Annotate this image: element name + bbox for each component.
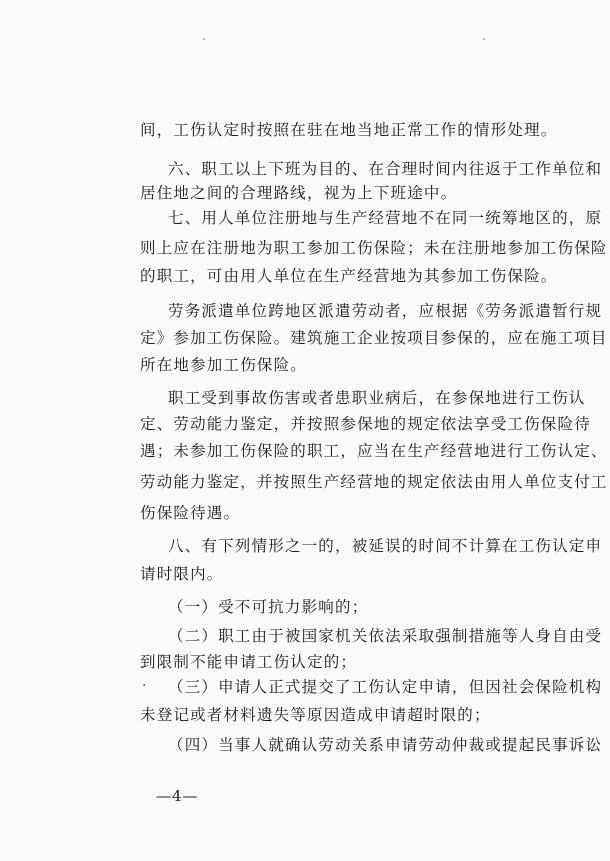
stray-dot: · xyxy=(142,678,147,694)
text-line: 八、有下列情形之一的，被延误的时间不计算在工伤认定申 xyxy=(168,537,603,555)
text-line: 遇；未参加工伤保险的职工，应当在生产经营地进行工伤认定、 xyxy=(140,442,608,460)
text-line: 的职工，可由用人单位在生产经营地为其参加工伤保险。 xyxy=(140,267,558,285)
binding-mark-left: - xyxy=(202,34,206,45)
text-line: 则上应在注册地为职工参加工伤保险；未在注册地参加工伤保险 xyxy=(140,239,608,257)
text-line: 所在地参加工伤保险。 xyxy=(140,356,308,374)
text-line: 到限制不能申请工伤认定的； xyxy=(140,653,358,671)
text-line: 劳务派遣单位跨地区派遣劳动者，应根据《劳务派遣暂行规 xyxy=(168,302,603,320)
text-line: （一）受不可抗力影响的； xyxy=(168,598,369,616)
text-line: 六、职工以上下班为目的、在合理时间内往返于工作单位和 xyxy=(168,160,603,178)
text-line: 定、劳动能力鉴定，并按照参保地的规定依法享受工伤保险待 xyxy=(140,415,591,433)
text-line: 请时限内。 xyxy=(140,565,224,583)
text-line: 七、用人单位注册地与生产经营地不在同一统筹地区的，原 xyxy=(168,209,603,227)
text-line: 间，工伤认定时按照在驻在地当地正常工作的情形处理。 xyxy=(140,121,558,139)
page-number: —4— xyxy=(156,787,199,805)
text-line: 定》参加工伤保险。建筑施工企业按项目参保的，应在施工项目 xyxy=(140,329,608,347)
text-line: （四）当事人就确认劳动关系申请劳动仲裁或提起民事诉讼 xyxy=(168,736,603,754)
text-line: （二）职工由于被国家机关依法采取强制措施等人身自由受 xyxy=(168,627,603,645)
binding-mark-right: - xyxy=(482,34,486,45)
text-line: 伤保险待遇。 xyxy=(140,504,241,522)
text-line: 劳动能力鉴定，并按照生产经营地的规定依法由用人单位支付工 xyxy=(140,473,608,491)
text-line: 居住地之间的合理路线，视为上下班途中。 xyxy=(140,184,458,202)
text-line: 未登记或者材料遗失等原因造成申请超时限的； xyxy=(140,706,491,724)
text-line: （三）申请人正式提交了工伤认定申请，但因社会保险机构 xyxy=(168,678,603,696)
text-line: 职工受到事故伤害或者患职业病后，在参保地进行工伤认 xyxy=(168,389,586,407)
